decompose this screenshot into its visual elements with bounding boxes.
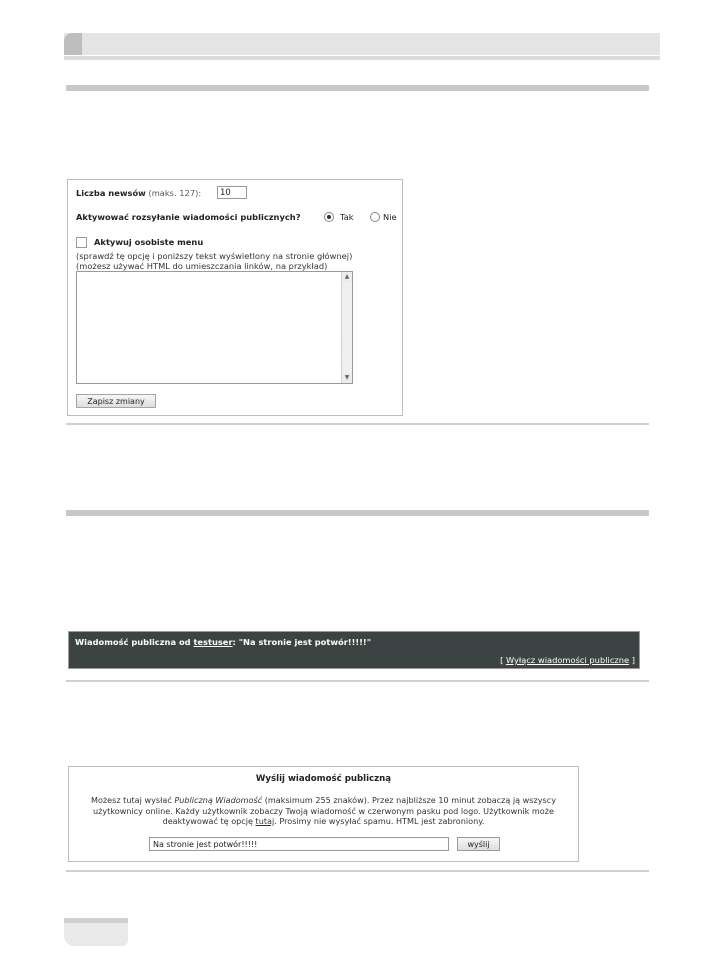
personal-menu-textarea[interactable] (76, 271, 353, 384)
send-box-desc-italic: Publiczną Wiadomość (174, 795, 263, 805)
disable-public-messages (500, 655, 635, 665)
news-count-label: Liczba newsów (76, 188, 146, 198)
send-box-desc-part2: (maksimum 255 znaków). Przez najbliższe 10 minut zobaczą ją wszyscy użytkownicy online. Każdy użytkownik zobaczy Twoją wiadomość w czerwonym pasku pod logo. Użytkownik może deaktywować tę opcję (93, 795, 557, 826)
page-footer-tab-top (64, 918, 128, 923)
news-count-row (76, 188, 201, 198)
page-header-bar (64, 33, 660, 55)
settings-form (67, 179, 403, 416)
send-box-desc-link[interactable]: tutaj (255, 816, 275, 826)
public-message-text (75, 637, 371, 647)
textarea-scrollbar[interactable] (341, 272, 352, 383)
news-count-hint: (maks. 127): (148, 188, 202, 198)
page-header-tab (64, 33, 82, 55)
radio-no-label: Nie (383, 212, 397, 222)
bracket-open: [ (500, 655, 504, 665)
bracket-close: ] (631, 655, 635, 665)
radio-yes[interactable] (324, 212, 334, 222)
send-button[interactable]: wyślij (457, 837, 500, 851)
disable-public-messages-link[interactable]: Wyłącz wiadomości publiczne (505, 655, 630, 665)
section-divider (66, 870, 649, 872)
section-divider (66, 510, 649, 516)
section-divider (66, 680, 649, 682)
scroll-down-icon[interactable]: ▼ (342, 373, 352, 383)
news-count-input[interactable]: 10 (217, 186, 247, 199)
section-divider (66, 85, 649, 91)
scroll-up-icon[interactable]: ▲ (342, 272, 352, 282)
send-box-description (79, 795, 568, 827)
send-box-desc-part1: Możesz tutaj wysłać (90, 795, 175, 805)
public-message-bar (68, 631, 640, 669)
personal-menu-checkbox[interactable] (76, 237, 87, 248)
radio-yes-label: Tak (340, 212, 354, 222)
public-message-content: : "Na stronie jest potwór!!!!!" (232, 637, 372, 647)
send-box-desc-part3: . Prosimy nie wysyłać spamu. HTML jest zabroniony. (274, 816, 485, 826)
public-message-prefix: Wiadomość publiczna od (75, 637, 191, 647)
public-message-input[interactable]: Na stronie jest potwór!!!!! (149, 837, 449, 851)
page-header-underline (64, 56, 660, 60)
radio-no[interactable] (370, 212, 380, 222)
public-message-user-link[interactable]: testuser (193, 637, 233, 647)
personal-menu-label: Aktywuj osobiste menu (94, 237, 204, 247)
section-divider (66, 423, 649, 425)
personal-menu-help-1: (sprawdź tę opcję i poniższy tekst wyświetlony na stronie głównej) (76, 251, 353, 261)
public-messages-label: Aktywować rozsyłanie wiadomości publicznych? (76, 212, 301, 222)
send-public-message-box (68, 766, 579, 862)
send-box-title: Wyślij wiadomość publiczną (255, 774, 392, 784)
personal-menu-help-2: (możesz używać HTML do umieszczania linków, na przykład) (76, 261, 328, 271)
save-changes-button[interactable]: Zapisz zmiany (76, 394, 156, 408)
